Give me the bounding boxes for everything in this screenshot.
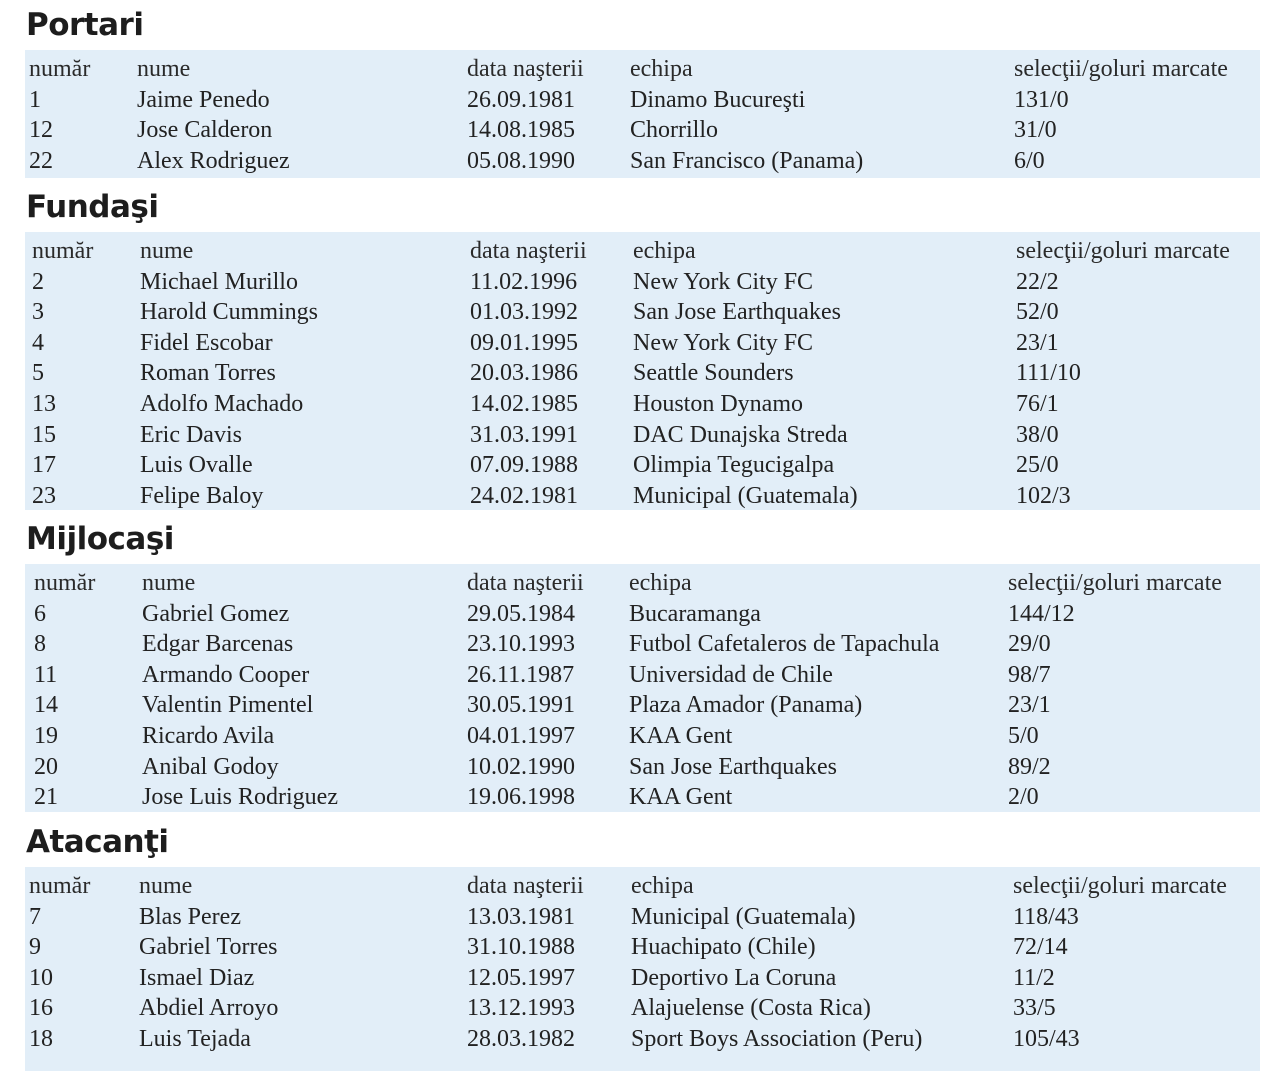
table-row bbox=[25, 146, 1260, 177]
header-caps-goals: selecţii/goluri marcate bbox=[1013, 873, 1227, 899]
header-name: nume bbox=[137, 56, 191, 82]
section-title: Mijlocaşi bbox=[26, 521, 174, 557]
player-team: San Jose Earthquakes bbox=[629, 753, 837, 780]
player-caps-goals: 31/0 bbox=[1014, 117, 1057, 144]
table-row bbox=[25, 993, 1260, 1024]
player-team: KAA Gent bbox=[629, 784, 733, 811]
player-name: Felipe Baloy bbox=[140, 482, 264, 509]
player-team: Sport Boys Association (Peru) bbox=[631, 1025, 923, 1052]
header-name: nume bbox=[139, 873, 193, 899]
player-team: New York City FC bbox=[633, 268, 814, 295]
header-number: număr bbox=[34, 570, 96, 596]
player-number: 14 bbox=[34, 692, 58, 719]
table-row bbox=[25, 932, 1260, 963]
player-name: Armando Cooper bbox=[142, 661, 310, 688]
player-birthdate: 14.02.1985 bbox=[470, 390, 578, 417]
table-row bbox=[25, 752, 1260, 783]
player-number: 16 bbox=[29, 995, 53, 1022]
table-row bbox=[25, 481, 1260, 512]
table-header bbox=[25, 236, 1260, 267]
player-caps-goals: 111/10 bbox=[1016, 360, 1081, 387]
section-goalkeepers bbox=[25, 0, 1260, 178]
player-name: Eric Davis bbox=[140, 421, 242, 448]
header-number: număr bbox=[29, 873, 91, 899]
header-number: număr bbox=[32, 238, 94, 264]
player-birthdate: 13.03.1981 bbox=[467, 903, 575, 930]
player-name: Anibal Godoy bbox=[142, 753, 279, 780]
table-row bbox=[25, 629, 1260, 660]
player-name: Fidel Escobar bbox=[140, 329, 273, 356]
table-row bbox=[25, 85, 1260, 116]
header-name: nume bbox=[142, 570, 196, 596]
player-birthdate: 07.09.1988 bbox=[470, 452, 578, 479]
player-team: Houston Dynamo bbox=[633, 390, 803, 417]
player-caps-goals: 144/12 bbox=[1008, 600, 1075, 627]
player-number: 17 bbox=[32, 452, 56, 479]
player-team: DAC Dunajska Streda bbox=[633, 421, 848, 448]
players-table bbox=[25, 50, 1260, 178]
player-name: Abdiel Arroyo bbox=[139, 995, 279, 1022]
player-caps-goals: 23/1 bbox=[1016, 329, 1059, 356]
table-row bbox=[25, 450, 1260, 481]
table-row bbox=[25, 690, 1260, 721]
player-number: 15 bbox=[32, 421, 56, 448]
section-title: Portari bbox=[26, 7, 144, 43]
table-row bbox=[25, 782, 1260, 813]
player-number: 9 bbox=[29, 934, 41, 961]
player-number: 2 bbox=[32, 268, 44, 295]
player-birthdate: 20.03.1986 bbox=[470, 360, 578, 387]
player-team: Municipal (Guatemala) bbox=[631, 903, 856, 930]
player-name: Roman Torres bbox=[140, 360, 276, 387]
player-caps-goals: 89/2 bbox=[1008, 753, 1051, 780]
table-header bbox=[25, 568, 1260, 599]
player-team: New York City FC bbox=[633, 329, 814, 356]
player-number: 1 bbox=[29, 86, 41, 113]
players-table bbox=[25, 564, 1260, 812]
player-team: San Francisco (Panama) bbox=[630, 147, 864, 174]
player-number: 5 bbox=[32, 360, 44, 387]
player-birthdate: 14.08.1985 bbox=[467, 117, 575, 144]
player-caps-goals: 76/1 bbox=[1016, 390, 1059, 417]
section-title: Fundaşi bbox=[26, 189, 159, 225]
player-birthdate: 09.01.1995 bbox=[470, 329, 578, 356]
player-caps-goals: 52/0 bbox=[1016, 299, 1059, 326]
player-name: Jose Calderon bbox=[137, 117, 273, 144]
player-team: Universidad de Chile bbox=[629, 661, 833, 688]
table-row bbox=[25, 297, 1260, 328]
player-number: 8 bbox=[34, 631, 46, 658]
player-birthdate: 26.11.1987 bbox=[467, 661, 575, 688]
table-row bbox=[25, 902, 1260, 933]
player-number: 19 bbox=[34, 722, 58, 749]
player-name: Jose Luis Rodriguez bbox=[142, 784, 338, 811]
section-midfielders bbox=[25, 514, 1260, 812]
table-row bbox=[25, 358, 1260, 389]
table-row bbox=[25, 328, 1260, 359]
players-table bbox=[25, 867, 1260, 1071]
player-number: 18 bbox=[29, 1025, 53, 1052]
table-row bbox=[25, 267, 1260, 298]
header-caps-goals: selecţii/goluri marcate bbox=[1008, 570, 1222, 596]
player-number: 11 bbox=[34, 661, 58, 688]
header-team: echipa bbox=[629, 570, 692, 596]
player-birthdate: 19.06.1998 bbox=[467, 784, 575, 811]
header-birthdate: data naşterii bbox=[467, 56, 584, 82]
table-row bbox=[25, 599, 1260, 630]
player-number: 6 bbox=[34, 600, 46, 627]
section-title: Atacanţi bbox=[26, 824, 169, 860]
player-birthdate: 23.10.1993 bbox=[467, 631, 575, 658]
player-team: Futbol Cafetaleros de Tapachula bbox=[629, 631, 940, 658]
player-caps-goals: 102/3 bbox=[1016, 482, 1071, 509]
player-team: Deportivo La Coruna bbox=[631, 964, 837, 991]
section-defenders bbox=[25, 182, 1260, 510]
player-caps-goals: 22/2 bbox=[1016, 268, 1059, 295]
table-row bbox=[25, 420, 1260, 451]
player-number: 12 bbox=[29, 117, 53, 144]
table-header bbox=[25, 54, 1260, 85]
player-birthdate: 04.01.1997 bbox=[467, 722, 575, 749]
header-caps-goals: selecţii/goluri marcate bbox=[1014, 56, 1228, 82]
player-caps-goals: 11/2 bbox=[1013, 964, 1055, 991]
player-number: 22 bbox=[29, 147, 53, 174]
table-row bbox=[25, 115, 1260, 146]
player-birthdate: 11.02.1996 bbox=[470, 268, 578, 295]
header-team: echipa bbox=[633, 238, 696, 264]
header-caps-goals: selecţii/goluri marcate bbox=[1016, 238, 1230, 264]
players-table bbox=[25, 232, 1260, 510]
player-name: Gabriel Gomez bbox=[142, 600, 290, 627]
player-caps-goals: 23/1 bbox=[1008, 692, 1051, 719]
player-caps-goals: 6/0 bbox=[1014, 147, 1045, 174]
player-number: 7 bbox=[29, 903, 41, 930]
player-caps-goals: 33/5 bbox=[1013, 995, 1056, 1022]
player-caps-goals: 38/0 bbox=[1016, 421, 1059, 448]
player-number: 13 bbox=[32, 390, 56, 417]
player-team: Chorrillo bbox=[630, 117, 718, 144]
player-birthdate: 31.03.1991 bbox=[470, 421, 578, 448]
player-number: 4 bbox=[32, 329, 44, 356]
player-birthdate: 10.02.1990 bbox=[467, 753, 575, 780]
player-number: 21 bbox=[34, 784, 58, 811]
player-name: Luis Tejada bbox=[139, 1025, 251, 1052]
player-team: Seattle Sounders bbox=[633, 360, 794, 387]
player-team: Plaza Amador (Panama) bbox=[629, 692, 863, 719]
player-number: 3 bbox=[32, 299, 44, 326]
player-birthdate: 28.03.1982 bbox=[467, 1025, 575, 1052]
header-team: echipa bbox=[631, 873, 694, 899]
player-number: 10 bbox=[29, 964, 53, 991]
table-row bbox=[25, 660, 1260, 691]
player-name: Adolfo Machado bbox=[140, 390, 304, 417]
player-name: Jaime Penedo bbox=[137, 86, 270, 113]
player-name: Edgar Barcenas bbox=[142, 631, 294, 658]
player-birthdate: 26.09.1981 bbox=[467, 86, 575, 113]
player-birthdate: 05.08.1990 bbox=[467, 147, 575, 174]
player-name: Luis Ovalle bbox=[140, 452, 253, 479]
header-birthdate: data naşterii bbox=[467, 873, 584, 899]
player-name: Valentin Pimentel bbox=[142, 692, 314, 719]
header-number: număr bbox=[29, 56, 91, 82]
player-birthdate: 01.03.1992 bbox=[470, 299, 578, 326]
player-caps-goals: 72/14 bbox=[1013, 934, 1068, 961]
player-team: Bucaramanga bbox=[629, 600, 761, 627]
player-caps-goals: 25/0 bbox=[1016, 452, 1059, 479]
table-row bbox=[25, 389, 1260, 420]
player-birthdate: 30.05.1991 bbox=[467, 692, 575, 719]
player-team: Alajuelense (Costa Rica) bbox=[631, 995, 871, 1022]
table-row bbox=[25, 963, 1260, 994]
player-name: Michael Murillo bbox=[140, 268, 298, 295]
table-row bbox=[25, 1024, 1260, 1055]
player-caps-goals: 98/7 bbox=[1008, 661, 1051, 688]
player-birthdate: 29.05.1984 bbox=[467, 600, 575, 627]
player-team: Municipal (Guatemala) bbox=[633, 482, 858, 509]
header-birthdate: data naşterii bbox=[470, 238, 587, 264]
player-name: Blas Perez bbox=[139, 903, 241, 930]
player-number: 20 bbox=[34, 753, 58, 780]
player-caps-goals: 118/43 bbox=[1013, 903, 1079, 930]
player-name: Alex Rodriguez bbox=[137, 147, 290, 174]
player-name: Ismael Diaz bbox=[139, 964, 255, 991]
player-caps-goals: 2/0 bbox=[1008, 784, 1039, 811]
player-birthdate: 31.10.1988 bbox=[467, 934, 575, 961]
player-caps-goals: 5/0 bbox=[1008, 722, 1039, 749]
player-team: Huachipato (Chile) bbox=[631, 934, 816, 961]
player-name: Gabriel Torres bbox=[139, 934, 278, 961]
player-number: 23 bbox=[32, 482, 56, 509]
player-birthdate: 12.05.1997 bbox=[467, 964, 575, 991]
player-birthdate: 13.12.1993 bbox=[467, 995, 575, 1022]
player-caps-goals: 105/43 bbox=[1013, 1025, 1080, 1052]
table-header bbox=[25, 871, 1260, 902]
player-team: Dinamo Bucureşti bbox=[630, 86, 806, 113]
player-caps-goals: 131/0 bbox=[1014, 86, 1069, 113]
player-name: Harold Cummings bbox=[140, 299, 318, 326]
player-birthdate: 24.02.1981 bbox=[470, 482, 578, 509]
section-forwards bbox=[25, 817, 1260, 1071]
player-caps-goals: 29/0 bbox=[1008, 631, 1051, 658]
player-team: San Jose Earthquakes bbox=[633, 299, 841, 326]
table-row bbox=[25, 721, 1260, 752]
header-team: echipa bbox=[630, 56, 693, 82]
player-team: Olimpia Tegucigalpa bbox=[633, 452, 835, 479]
player-name: Ricardo Avila bbox=[142, 722, 275, 749]
header-birthdate: data naşterii bbox=[467, 570, 584, 596]
header-name: nume bbox=[140, 238, 194, 264]
player-team: KAA Gent bbox=[629, 722, 733, 749]
